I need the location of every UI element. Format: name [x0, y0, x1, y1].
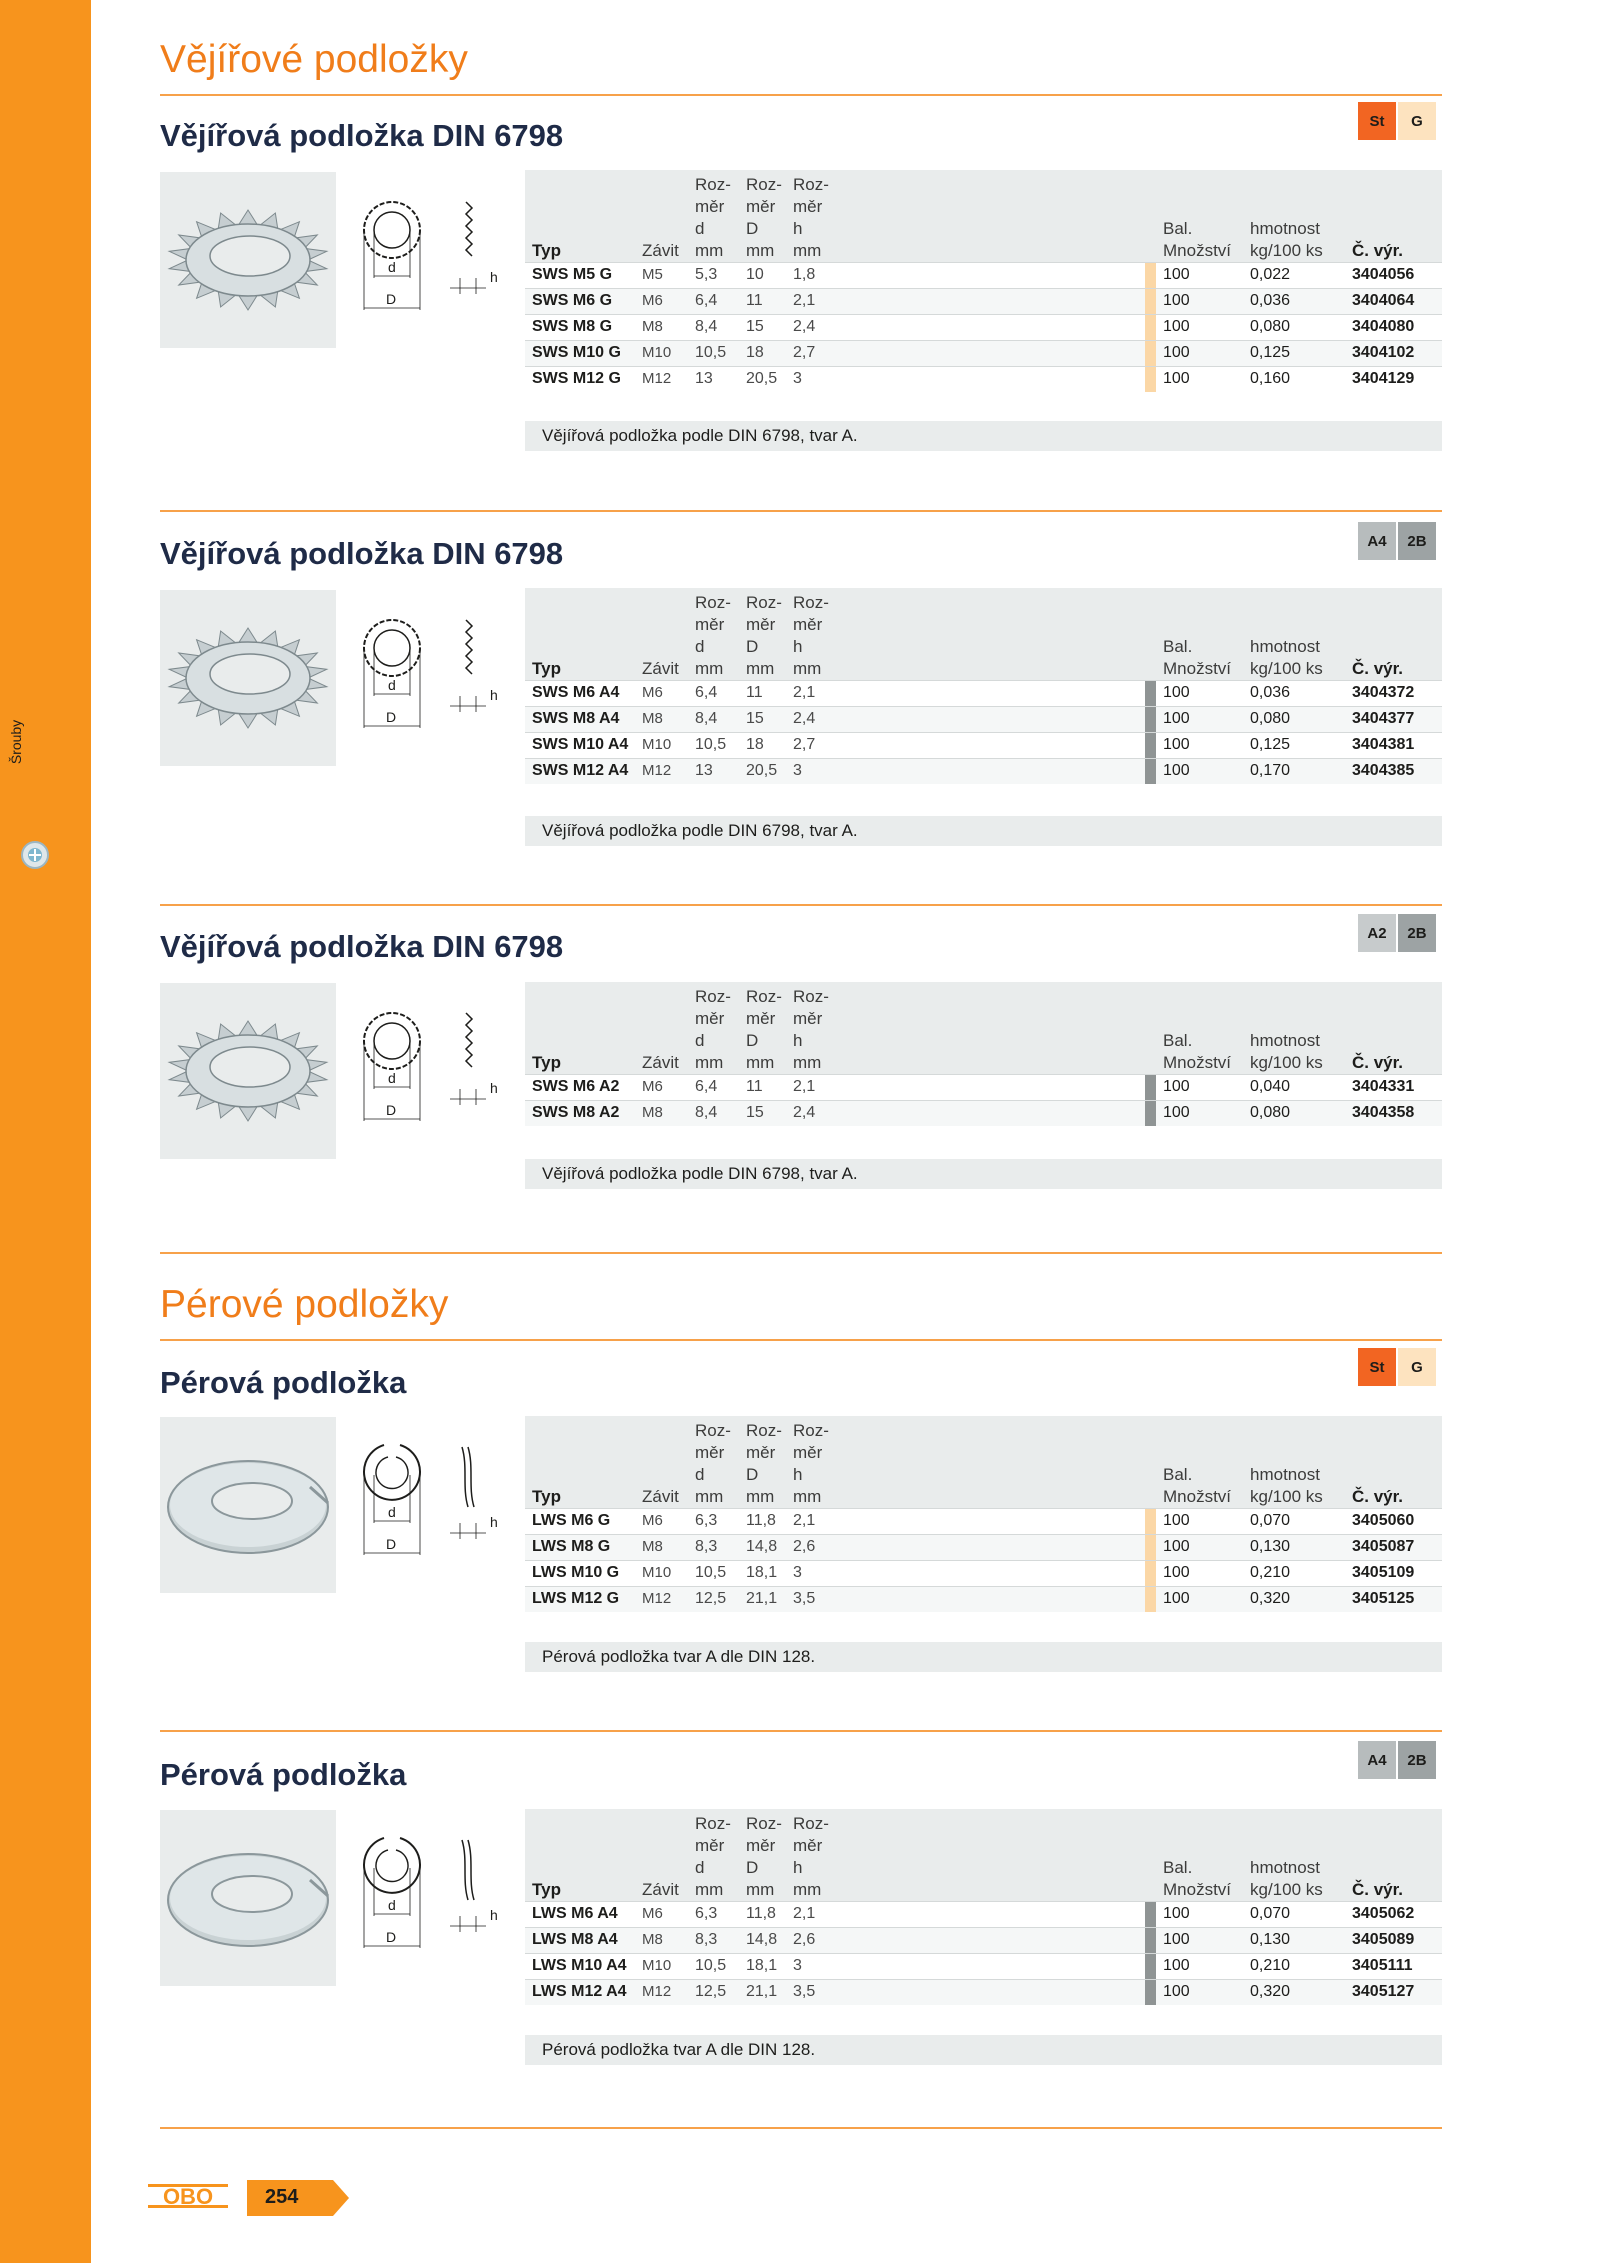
- material-bar: [1145, 1954, 1156, 1979]
- cell-thread: M10: [642, 1957, 672, 1974]
- category-divider: [160, 94, 1442, 96]
- table-row: [525, 1074, 1442, 1100]
- cell-d: 8,4: [695, 1104, 718, 1121]
- cell-article: 3404080: [1352, 318, 1415, 335]
- svg-text:d: d: [388, 1070, 396, 1086]
- cell-weight: 0,130: [1250, 1931, 1291, 1948]
- svg-text:h: h: [490, 1080, 498, 1096]
- cell-type: SWS M8 G: [532, 318, 613, 335]
- section-divider: [160, 1252, 1442, 1254]
- product-note: Vějířová podložka podle DIN 6798, tvar A.: [525, 816, 1442, 846]
- cell-pack: 100: [1163, 370, 1190, 387]
- table-row: [525, 314, 1442, 340]
- cell-d: 8,3: [695, 1538, 718, 1555]
- cell-type: SWS M5 G: [532, 266, 613, 283]
- cell-D: 20,5: [746, 370, 778, 387]
- cell-D: 18,1: [746, 1564, 778, 1581]
- dimension-drawing: [350, 172, 504, 348]
- cell-D: 21,1: [746, 1983, 778, 2000]
- cell-type: LWS M6 G: [532, 1512, 611, 1529]
- product-note: Pérová podložka tvar A dle DIN 128.: [525, 2035, 1442, 2065]
- category-title-spring-washers: Pérové podložky: [160, 1283, 449, 1326]
- cell-weight: 0,080: [1250, 710, 1291, 727]
- product-table: [525, 982, 1442, 1126]
- category-title-fan-washers: Vějířové podložky: [160, 38, 468, 81]
- product-table: [525, 588, 1442, 784]
- material-badge: St: [1358, 102, 1396, 140]
- cell-weight: 0,070: [1250, 1905, 1291, 1922]
- material-badges: [1358, 1741, 1436, 1779]
- cell-article: 3404372: [1352, 684, 1415, 701]
- cell-weight: 0,125: [1250, 344, 1291, 361]
- cell-d: 10,5: [695, 344, 727, 361]
- footer-divider: [160, 2127, 1442, 2129]
- cell-weight: 0,080: [1250, 318, 1291, 335]
- cell-weight: 0,022: [1250, 266, 1291, 283]
- cell-weight: 0,070: [1250, 1512, 1291, 1529]
- product-photo: [160, 172, 336, 348]
- cell-h: 3: [793, 370, 802, 387]
- cell-h: 2,4: [793, 710, 816, 727]
- cell-weight: 0,210: [1250, 1564, 1291, 1581]
- cell-d: 6,4: [695, 1078, 718, 1095]
- cell-weight: 0,125: [1250, 736, 1291, 753]
- svg-text:h: h: [490, 1907, 498, 1923]
- cell-d: 13: [695, 370, 713, 387]
- cell-h: 3: [793, 762, 802, 779]
- product-note: Pérová podložka tvar A dle DIN 128.: [525, 1642, 1442, 1672]
- cell-article: 3404381: [1352, 736, 1415, 753]
- section-divider: [160, 1730, 1442, 1732]
- cell-weight: 0,040: [1250, 1078, 1291, 1095]
- cell-D: 18,1: [746, 1957, 778, 1974]
- svg-text:h: h: [490, 269, 498, 285]
- cell-D: 14,8: [746, 1931, 778, 1948]
- material-badge: 2B: [1398, 1741, 1436, 1779]
- svg-text:d: d: [388, 1504, 396, 1520]
- table-header: Roz- měr d mm Roz- měr D mm Roz- měr h mm Typ Závit Bal. Množství hmotnost kg/100 ks Č. výr.: [525, 982, 1442, 1074]
- cell-thread: M6: [642, 292, 663, 309]
- cell-weight: 0,210: [1250, 1957, 1291, 1974]
- cell-pack: 100: [1163, 1590, 1190, 1607]
- cell-weight: 0,036: [1250, 292, 1291, 309]
- table-row: [525, 262, 1442, 288]
- material-bar: [1145, 759, 1156, 784]
- dimension-drawing: [350, 1810, 504, 1986]
- cell-type: SWS M10 G: [532, 344, 621, 361]
- cell-D: 10: [746, 266, 764, 283]
- cell-article: 3404358: [1352, 1104, 1415, 1121]
- cell-article: 3405127: [1352, 1983, 1415, 2000]
- cell-h: 2,7: [793, 736, 816, 753]
- material-bar: [1145, 1587, 1156, 1612]
- cell-type: SWS M10 A4: [532, 736, 629, 753]
- cell-type: LWS M12 A4: [532, 1983, 627, 2000]
- cell-article: 3405087: [1352, 1538, 1415, 1555]
- cell-d: 13: [695, 762, 713, 779]
- cell-pack: 100: [1163, 1957, 1190, 1974]
- dimension-drawing: [350, 983, 504, 1159]
- cell-h: 1,8: [793, 266, 816, 283]
- material-bar: [1145, 341, 1156, 366]
- cell-h: 2,6: [793, 1538, 816, 1555]
- cell-thread: M6: [642, 1078, 663, 1095]
- svg-text:D: D: [386, 1102, 397, 1118]
- material-badge: A4: [1358, 522, 1396, 560]
- section-divider: [160, 510, 1442, 512]
- cell-pack: 100: [1163, 1512, 1190, 1529]
- cell-D: 11: [746, 684, 763, 701]
- table-row: [525, 1927, 1442, 1953]
- cell-thread: M8: [642, 1931, 663, 1948]
- cell-D: 15: [746, 318, 764, 335]
- section-title: Vějířová podložka DIN 6798: [160, 536, 564, 571]
- table-row: [525, 366, 1442, 392]
- cell-pack: 100: [1163, 710, 1190, 727]
- cell-pack: 100: [1163, 318, 1190, 335]
- material-bar: [1145, 315, 1156, 340]
- svg-text:D: D: [386, 291, 397, 307]
- material-badge: G: [1398, 1348, 1436, 1386]
- product-photo: [160, 590, 336, 766]
- cell-D: 14,8: [746, 1538, 778, 1555]
- cell-h: 2,1: [793, 1512, 816, 1529]
- material-bar: [1145, 707, 1156, 732]
- cell-h: 3: [793, 1957, 802, 1974]
- cell-type: LWS M12 G: [532, 1590, 620, 1607]
- table-row: [525, 1508, 1442, 1534]
- table-row: [525, 1560, 1442, 1586]
- cell-type: SWS M6 G: [532, 292, 613, 309]
- cell-d: 12,5: [695, 1983, 727, 2000]
- material-bar: [1145, 681, 1156, 706]
- cell-pack: 100: [1163, 1078, 1190, 1095]
- cell-thread: M10: [642, 344, 672, 361]
- material-badges: [1358, 914, 1436, 952]
- page-number: 254: [247, 2180, 349, 2216]
- cell-weight: 0,160: [1250, 370, 1291, 387]
- cell-thread: M5: [642, 266, 663, 283]
- screw-icon: [18, 838, 52, 872]
- table-row: [525, 340, 1442, 366]
- cell-article: 3405089: [1352, 1931, 1415, 1948]
- material-badge: 2B: [1398, 522, 1436, 560]
- material-badge: A4: [1358, 1741, 1396, 1779]
- cell-thread: M6: [642, 1512, 663, 1529]
- cell-d: 8,4: [695, 318, 718, 335]
- material-badge: St: [1358, 1348, 1396, 1386]
- material-bar: [1145, 289, 1156, 314]
- material-badges: [1358, 102, 1436, 140]
- material-bar: [1145, 733, 1156, 758]
- cell-pack: 100: [1163, 1905, 1190, 1922]
- table-header: Roz- měr d mm Roz- měr D mm Roz- měr h mm Typ Závit Bal. Množství hmotnost kg/100 ks Č. výr.: [525, 1416, 1442, 1508]
- product-note: Vějířová podložka podle DIN 6798, tvar A.: [525, 1159, 1442, 1189]
- product-table: [525, 1809, 1442, 2005]
- table-row: [525, 758, 1442, 784]
- table-row: [525, 706, 1442, 732]
- side-strip: [0, 0, 91, 2263]
- section-title: Pérová podložka: [160, 1757, 407, 1792]
- table-row: [525, 1100, 1442, 1126]
- side-category-label: Šrouby: [8, 719, 25, 765]
- material-bar: [1145, 1509, 1156, 1534]
- cell-article: 3404102: [1352, 344, 1415, 361]
- material-badges: [1358, 1348, 1436, 1386]
- cell-type: LWS M8 G: [532, 1538, 611, 1555]
- svg-text:h: h: [490, 1514, 498, 1530]
- cell-pack: 100: [1163, 266, 1190, 283]
- cell-D: 18: [746, 344, 764, 361]
- material-bar: [1145, 1902, 1156, 1927]
- cell-weight: 0,320: [1250, 1590, 1291, 1607]
- cell-type: SWS M8 A4: [532, 710, 620, 727]
- material-bar: [1145, 1075, 1156, 1100]
- material-bar: [1145, 1980, 1156, 2005]
- cell-h: 2,4: [793, 1104, 816, 1121]
- cell-weight: 0,320: [1250, 1983, 1291, 2000]
- cell-thread: M8: [642, 1538, 663, 1555]
- material-badge: 2B: [1398, 914, 1436, 952]
- cell-d: 8,3: [695, 1931, 718, 1948]
- cell-article: 3404056: [1352, 266, 1415, 283]
- cell-pack: 100: [1163, 1931, 1190, 1948]
- cell-type: SWS M6 A4: [532, 684, 620, 701]
- cell-type: SWS M8 A2: [532, 1104, 620, 1121]
- material-bar: [1145, 367, 1156, 392]
- cell-thread: M12: [642, 762, 672, 779]
- cell-h: 2,1: [793, 1078, 816, 1095]
- cell-type: SWS M12 G: [532, 370, 621, 387]
- svg-text:h: h: [490, 687, 498, 703]
- dimension-drawing: [350, 1417, 504, 1593]
- table-header: Roz- měr d mm Roz- měr D mm Roz- měr h mm Typ Závit Bal. Množství hmotnost kg/100 ks Č. výr.: [525, 588, 1442, 680]
- cell-d: 10,5: [695, 1564, 727, 1581]
- svg-text:d: d: [388, 259, 396, 275]
- svg-text:d: d: [388, 677, 396, 693]
- table-row: [525, 1979, 1442, 2005]
- cell-h: 2,6: [793, 1931, 816, 1948]
- cell-thread: M8: [642, 318, 663, 335]
- cell-pack: 100: [1163, 344, 1190, 361]
- product-table: [525, 170, 1442, 392]
- material-bar: [1145, 1535, 1156, 1560]
- cell-type: SWS M6 A2: [532, 1078, 620, 1095]
- cell-D: 18: [746, 736, 764, 753]
- svg-text:D: D: [386, 709, 397, 725]
- cell-pack: 100: [1163, 736, 1190, 753]
- table-header: Roz- měr d mm Roz- měr D mm Roz- měr h mm Typ Závit Bal. Množství hmotnost kg/100 ks Č. výr.: [525, 1809, 1442, 1901]
- cell-article: 3405062: [1352, 1905, 1415, 1922]
- cell-type: LWS M8 A4: [532, 1931, 618, 1948]
- table-row: [525, 288, 1442, 314]
- cell-d: 10,5: [695, 1957, 727, 1974]
- cell-D: 21,1: [746, 1590, 778, 1607]
- cell-d: 6,4: [695, 292, 718, 309]
- cell-type: LWS M6 A4: [532, 1905, 618, 1922]
- category-divider: [160, 1339, 1442, 1341]
- cell-pack: 100: [1163, 292, 1190, 309]
- svg-text:OBO: OBO: [162, 2184, 214, 2209]
- section-divider: [160, 904, 1442, 906]
- svg-text:D: D: [386, 1536, 397, 1552]
- cell-thread: M6: [642, 684, 663, 701]
- cell-pack: 100: [1163, 1564, 1190, 1581]
- table-row: [525, 732, 1442, 758]
- cell-type: LWS M10 G: [532, 1564, 620, 1581]
- material-bar: [1145, 1101, 1156, 1126]
- cell-thread: M6: [642, 1905, 663, 1922]
- cell-weight: 0,130: [1250, 1538, 1291, 1555]
- cell-type: SWS M12 A4: [532, 762, 629, 779]
- cell-thread: M8: [642, 1104, 663, 1121]
- section-title: Pérová podložka: [160, 1365, 407, 1400]
- cell-d: 8,4: [695, 710, 718, 727]
- cell-h: 2,4: [793, 318, 816, 335]
- product-photo: [160, 1417, 336, 1593]
- cell-h: 2,7: [793, 344, 816, 361]
- cell-type: LWS M10 A4: [532, 1957, 627, 1974]
- cell-thread: M8: [642, 710, 663, 727]
- cell-d: 6,3: [695, 1512, 718, 1529]
- cell-D: 11: [746, 292, 763, 309]
- table-row: [525, 1534, 1442, 1560]
- cell-D: 15: [746, 710, 764, 727]
- product-photo: [160, 983, 336, 1159]
- cell-weight: 0,080: [1250, 1104, 1291, 1121]
- svg-text:d: d: [388, 1897, 396, 1913]
- table-row: [525, 1953, 1442, 1979]
- section-title: Vějířová podložka DIN 6798: [160, 929, 564, 964]
- table-row: [525, 680, 1442, 706]
- cell-D: 15: [746, 1104, 764, 1121]
- cell-pack: 100: [1163, 1983, 1190, 2000]
- cell-d: 5,3: [695, 266, 718, 283]
- cell-article: 3405060: [1352, 1512, 1415, 1529]
- cell-h: 3,5: [793, 1590, 816, 1607]
- cell-article: 3404129: [1352, 370, 1415, 387]
- material-bar: [1145, 263, 1156, 288]
- cell-h: 3,5: [793, 1983, 816, 2000]
- cell-D: 11: [746, 1078, 763, 1095]
- product-photo: [160, 1810, 336, 1986]
- cell-thread: M12: [642, 1590, 672, 1607]
- cell-article: 3404064: [1352, 292, 1415, 309]
- cell-pack: 100: [1163, 1104, 1190, 1121]
- cell-h: 2,1: [793, 684, 816, 701]
- cell-D: 11,8: [746, 1905, 776, 1922]
- cell-D: 11,8: [746, 1512, 776, 1529]
- product-table: [525, 1416, 1442, 1612]
- material-bar: [1145, 1928, 1156, 1953]
- product-note: Vějířová podložka podle DIN 6798, tvar A.: [525, 421, 1442, 451]
- cell-D: 20,5: [746, 762, 778, 779]
- cell-article: 3404377: [1352, 710, 1415, 727]
- obo-logo: [148, 2180, 228, 2212]
- material-badge: G: [1398, 102, 1436, 140]
- cell-pack: 100: [1163, 1538, 1190, 1555]
- cell-h: 3: [793, 1564, 802, 1581]
- cell-pack: 100: [1163, 762, 1190, 779]
- cell-h: 2,1: [793, 1905, 816, 1922]
- cell-thread: M10: [642, 1564, 672, 1581]
- cell-pack: 100: [1163, 684, 1190, 701]
- cell-thread: M12: [642, 1983, 672, 2000]
- cell-weight: 0,036: [1250, 684, 1291, 701]
- cell-d: 12,5: [695, 1590, 727, 1607]
- table-header: Roz- měr d mm Roz- měr D mm Roz- měr h mm Typ Závit Bal. Množství hmotnost kg/100 ks Č. výr.: [525, 170, 1442, 262]
- table-row: [525, 1586, 1442, 1612]
- cell-article: 3405109: [1352, 1564, 1415, 1581]
- cell-weight: 0,170: [1250, 762, 1291, 779]
- cell-thread: M10: [642, 736, 672, 753]
- cell-d: 6,4: [695, 684, 718, 701]
- section-title: Vějířová podložka DIN 6798: [160, 118, 564, 153]
- cell-article: 3405111: [1352, 1957, 1413, 1974]
- cell-thread: M12: [642, 370, 672, 387]
- cell-article: 3405125: [1352, 1590, 1415, 1607]
- cell-article: 3404331: [1352, 1078, 1415, 1095]
- material-badges: [1358, 522, 1436, 560]
- cell-d: 6,3: [695, 1905, 718, 1922]
- material-bar: [1145, 1561, 1156, 1586]
- table-row: [525, 1901, 1442, 1927]
- cell-h: 2,1: [793, 292, 816, 309]
- material-badge: A2: [1358, 914, 1396, 952]
- cell-article: 3404385: [1352, 762, 1415, 779]
- svg-text:D: D: [386, 1929, 397, 1945]
- dimension-drawing: [350, 590, 504, 766]
- cell-d: 10,5: [695, 736, 727, 753]
